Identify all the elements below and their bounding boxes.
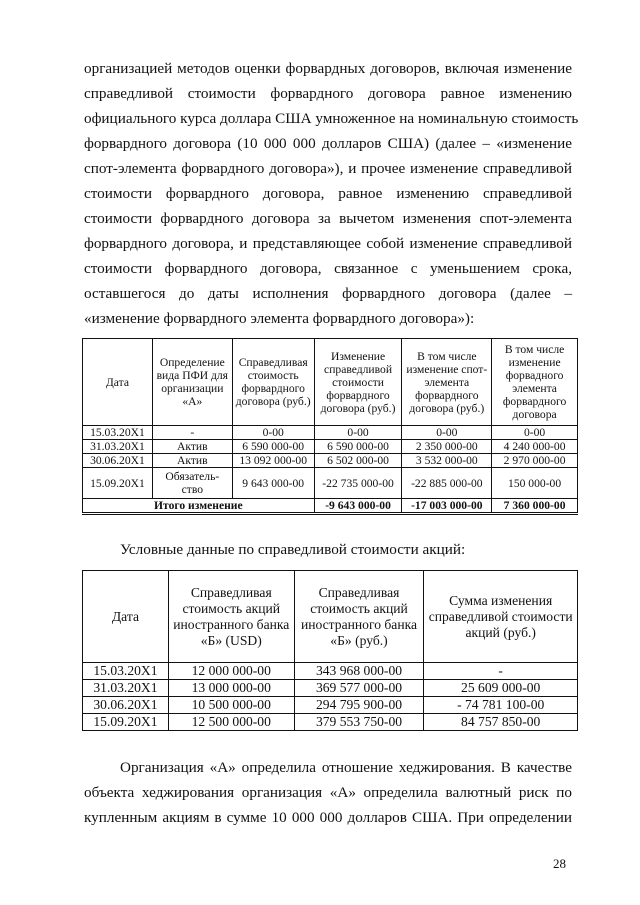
text-line: официального курса доллара США умноженное на номинальную стоимость [84,110,579,127]
outro-paragraph [84,755,572,830]
table-header-row [83,339,578,426]
cell: 6 590 000-00 [314,440,402,454]
table-row [83,714,578,731]
header-cell: Сумма изменения справедливой стоимости акций (руб.) [424,571,578,663]
cell: 6 502 000-00 [314,454,402,468]
text-line: стоимости форвардного договора, связанное с уменьшением срока, [84,260,572,277]
header-cell: Справедливая стоимость форвардного договора (руб.) [232,339,314,426]
cell: Актив [152,440,232,454]
intro-paragraph [84,56,579,331]
cell: 0-00 [314,426,402,440]
page-number: 28 [553,856,566,871]
cell: 25 609 000-00 [424,680,578,697]
cell: 9 643 000-00 [232,468,314,499]
forward-contract-table [82,338,578,515]
cell: 343 968 000-00 [294,663,424,680]
cell: 2 350 000-00 [402,440,492,454]
text-line: оставшегося до даты исполнения форвардного договора (далее – [84,285,572,302]
table-row [83,426,578,440]
cell: 13 000 000-00 [168,680,294,697]
table-row [83,468,578,499]
total-label: Итого изменение [83,499,315,514]
text-line: форвардного договора (10 000 000 долларов США) (далее – «изменение [84,135,572,152]
cell: 15.03.20X1 [83,663,169,680]
cell: 2 970 000-00 [492,454,578,468]
cell: Обязатель-ство [152,468,232,499]
header-cell: В том числе изменение спот-элемента форвардного договора (руб.) [402,339,492,426]
cell: -22 885 000-00 [402,468,492,499]
table-row [83,454,578,468]
cell: 6 590 000-00 [232,440,314,454]
header-cell: Изменение справедливой стоимости форвардного договора (руб.) [314,339,402,426]
header-cell: Дата [83,571,169,663]
cell: 3 532 000-00 [402,454,492,468]
cell: 30.06.20X1 [83,454,153,468]
text-line: форвардного договора, и представляющее собой изменение справедливой [84,235,572,252]
table-row [83,680,578,697]
cell: 150 000-00 [492,468,578,499]
cell: 84 757 850-00 [424,714,578,731]
table-header-row [83,571,578,663]
cell: 12 000 000-00 [168,663,294,680]
total-cell: -9 643 000-00 [314,499,402,514]
text-line: объекта хеджирования организация «А» определила валютный риск по [84,784,572,801]
cell: 10 500 000-00 [168,697,294,714]
header-cell: Справедливая стоимость акций иностранного банка «Б» (USD) [168,571,294,663]
cell: 31.03.20X1 [83,680,169,697]
cell: 369 577 000-00 [294,680,424,697]
cell: 12 500 000-00 [168,714,294,731]
text-line: Организация «А» определила отношение хеджирования. В качестве [120,759,572,776]
table-total-row [83,499,578,514]
cell: 15.03.20X1 [83,426,153,440]
cell: - [424,663,578,680]
header-cell: Дата [83,339,153,426]
cell: 15.09.20X1 [83,468,153,499]
text-line: «изменение форвардного элемента форвардного договора»): [84,310,475,327]
cell: 13 092 000-00 [232,454,314,468]
cell: Актив [152,454,232,468]
total-cell: -17 003 000-00 [402,499,492,514]
cell: -22 735 000-00 [314,468,402,499]
header-cell: Справедливая стоимость акций иностранного банка «Б» (руб.) [294,571,424,663]
table2-caption: Условные данные по справедливой стоимости акций: [120,541,466,558]
cell: 294 795 900-00 [294,697,424,714]
header-cell: В том числе изменение форвадного элемента форвардного договора [492,339,578,426]
cell: 30.06.20X1 [83,697,169,714]
text-line: спот-элемента форвардного договора»), и прочее изменение справедливой [84,160,572,177]
table-row [83,663,578,680]
table-row [83,440,578,454]
cell: 379 553 750-00 [294,714,424,731]
cell: 15.09.20X1 [83,714,169,731]
cell: 0-00 [232,426,314,440]
cell: - 74 781 100-00 [424,697,578,714]
cell: 0-00 [402,426,492,440]
text-line: купленным акциям в сумме 10 000 000 долларов США. При определении [84,809,572,826]
text-line: организацией методов оценки форвардных договоров, включая изменение [84,60,572,77]
cell: 0-00 [492,426,578,440]
table-row [83,697,578,714]
text-line: стоимости форвардного договора за вычетом изменения спот-элемента [84,210,572,227]
text-line: справедливой стоимости форвардного договора равное изменению [84,85,572,102]
total-cell: 7 360 000-00 [492,499,578,514]
cell: - [152,426,232,440]
share-value-table [82,570,578,731]
cell: 4 240 000-00 [492,440,578,454]
text-line: стоимости форвардного договора, равное изменению справедливой [84,185,572,202]
header-cell: Определение вида ПФИ для организации «А» [152,339,232,426]
cell: 31.03.20X1 [83,440,153,454]
